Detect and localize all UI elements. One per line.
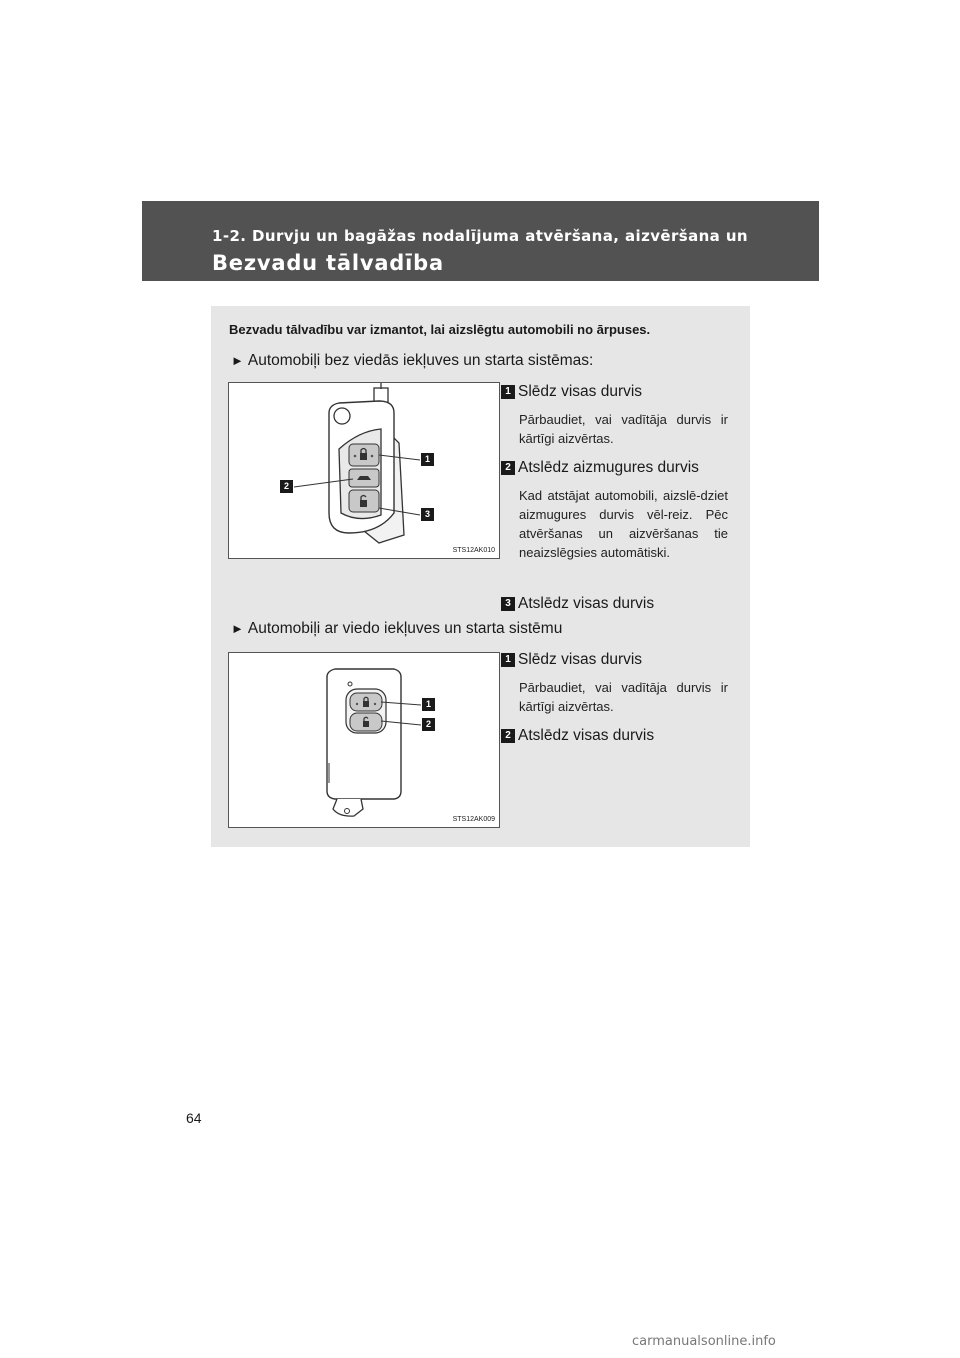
watermark-footer: carmanualsonline.info [632, 1334, 776, 1349]
figure-code: STS12AK009 [452, 816, 495, 823]
item-title: Atslēdz visas durvis [518, 595, 655, 612]
callout-2: 2 [422, 718, 435, 731]
callout-2: 2 [280, 480, 293, 493]
flip-key-illustration [228, 382, 500, 559]
item-title: Atslēdz visas durvis [518, 727, 655, 744]
item-number: 2 [501, 461, 515, 475]
chapter-header [142, 201, 819, 281]
group1-item-2 [501, 459, 728, 562]
item-title: Atslēdz aizmugures durvis [518, 459, 699, 476]
group1-heading [231, 352, 593, 370]
triangle-bullet-icon: ► [231, 621, 244, 636]
item-description: Pārbaudiet, vai vadītāja durvis ir kārtīgi aizvērtas. [519, 680, 728, 714]
item-number: 3 [501, 597, 515, 611]
group2-label: Automobiļi ar viedo iekļuves un starta sistēmu [247, 620, 563, 637]
group2-heading [231, 620, 562, 638]
group1-item-1 [501, 383, 728, 448]
item-number: 1 [501, 385, 515, 399]
item-number: 1 [501, 653, 515, 667]
group1-item-3 [501, 595, 728, 613]
item-title: Slēdz visas durvis [518, 383, 643, 400]
group1-label: Automobiļi bez viedās iekļuves un starta sistēmas: [247, 352, 594, 369]
page-title: Bezvadu tālvadība [212, 251, 444, 275]
content-panel [211, 306, 750, 847]
item-description: Pārbaudiet, vai vadītāja durvis ir kārtīgi aizvērtas. [519, 412, 728, 446]
item-title: Slēdz visas durvis [518, 651, 643, 668]
item-description: Kad atstājat automobili, aizslē-dziet aizmugures durvis vēl-reiz. Pēc atvēršanas un aizvēršanas tie neaizslēgsies automātiski. [519, 488, 728, 560]
callout-1: 1 [421, 453, 434, 466]
group2-item-1 [501, 651, 728, 716]
item-number: 2 [501, 729, 515, 743]
callout-3: 3 [421, 508, 434, 521]
group2-item-2 [501, 727, 728, 745]
figure-code: STS12AK010 [452, 547, 495, 554]
triangle-bullet-icon: ► [231, 353, 244, 368]
intro-text: Bezvadu tālvadību var izmantot, lai aizslēgtu automobili no ārpuses. [229, 322, 651, 337]
flip-key-icon [229, 383, 499, 558]
smart-key-icon [229, 653, 499, 827]
callout-1: 1 [422, 698, 435, 711]
section-title: 1-2. Durvju un bagāžas nodalījuma atvēršana, aizvēršana un [212, 227, 748, 245]
smart-key-illustration [228, 652, 500, 828]
page-number: 64 [186, 1110, 202, 1126]
